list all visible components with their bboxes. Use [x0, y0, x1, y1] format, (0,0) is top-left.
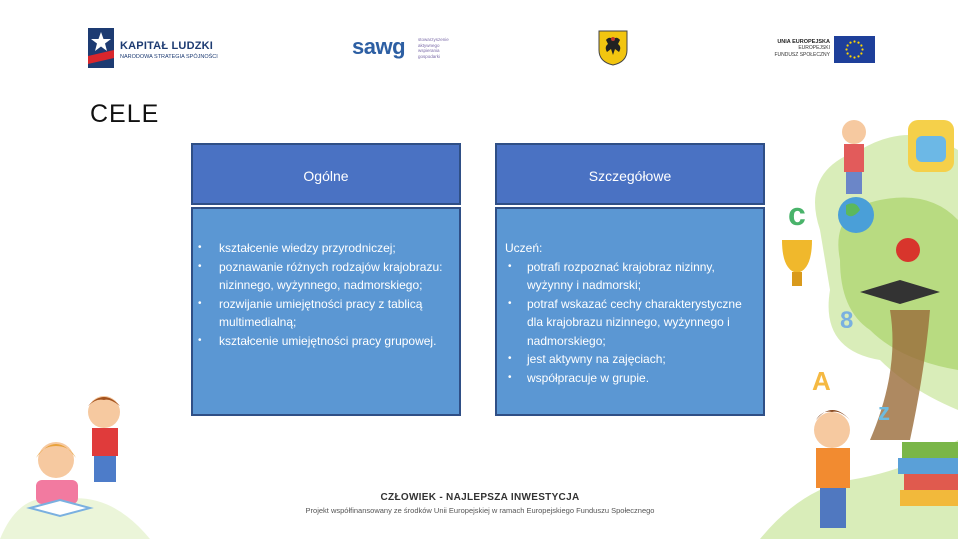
list-item: • poznawanie różnych rodzajów krajobrazu: nizinnego, wyżynnego, nadmorskiego; — [219, 258, 449, 295]
goals-general-list — [219, 239, 449, 350]
list-item: • kształcenie wiedzy przyrodniczej; — [219, 239, 449, 258]
kids-tree-illustration — [760, 110, 958, 539]
goals-detailed-heading: Szczegółowe — [495, 143, 765, 205]
page-title: CELE — [90, 100, 160, 128]
kapital-ludzki-subtitle: NARODOWA STRATEGIA SPÓJNOŚCI — [120, 54, 218, 60]
goals-detailed-intro: Uczeń: — [505, 241, 543, 255]
goals-detailed-box — [495, 143, 765, 416]
eu-line3: FUNDUSZ SPOŁECZNY — [774, 51, 830, 58]
eu-logo-text — [774, 39, 830, 58]
goals-detailed-list — [505, 258, 753, 388]
list-item: • rozwijanie umiejętności pracy z tablicą multimedialną; — [219, 295, 449, 332]
goals-general-body — [191, 207, 461, 416]
goals-detailed-body — [495, 207, 765, 416]
eu-line2: EUROPEJSKI — [798, 45, 830, 52]
sawg-wordmark: sawg — [352, 34, 406, 59]
list-item: • współpracuje w grupie. — [527, 369, 753, 388]
svg-text:A: A — [812, 366, 831, 396]
svg-text:c: c — [788, 196, 806, 232]
kids-reading-illustration — [0, 390, 150, 539]
eu-flag-icon — [834, 36, 875, 63]
footer-note: Projekt współfinansowany ze środków Unii Europejskiej w ramach Europejskiego Funduszu Społecznego — [305, 506, 655, 515]
list-item: • potraf wskazać cechy charakterystyczne dla krajobrazu nizinnego, wyżynnego i nadmorskiego; — [527, 295, 753, 351]
list-item: • jest aktywny na zajęciach; — [527, 350, 753, 369]
svg-text:8: 8 — [840, 307, 854, 334]
kapital-ludzki-logo — [88, 28, 223, 70]
list-item: • potrafi rozpoznać krajobraz nizinny, wyżynny i nadmorski; — [527, 258, 753, 295]
sawg-logo — [352, 34, 462, 64]
eu-line1: UNIA EUROPEJSKA — [777, 39, 830, 45]
footer-slogan: CZŁOWIEK - NAJLEPSZA INWESTYCJA — [380, 492, 580, 503]
footer — [200, 492, 760, 515]
sawg-subtitle: stowarzyszenie aktywnego wspierania gospodarki — [418, 37, 449, 59]
goals-general-heading: Ogólne — [191, 143, 461, 205]
list-item: • kształcenie umiejętności pracy grupowej. — [219, 332, 449, 351]
svg-text:z: z — [878, 399, 890, 426]
coat-of-arms-icon — [598, 30, 628, 66]
kapital-ludzki-title: KAPITAŁ LUDZKI — [120, 40, 214, 52]
goals-general-box — [191, 143, 461, 416]
star-flag-icon — [88, 28, 114, 68]
eu-logo — [774, 34, 876, 64]
